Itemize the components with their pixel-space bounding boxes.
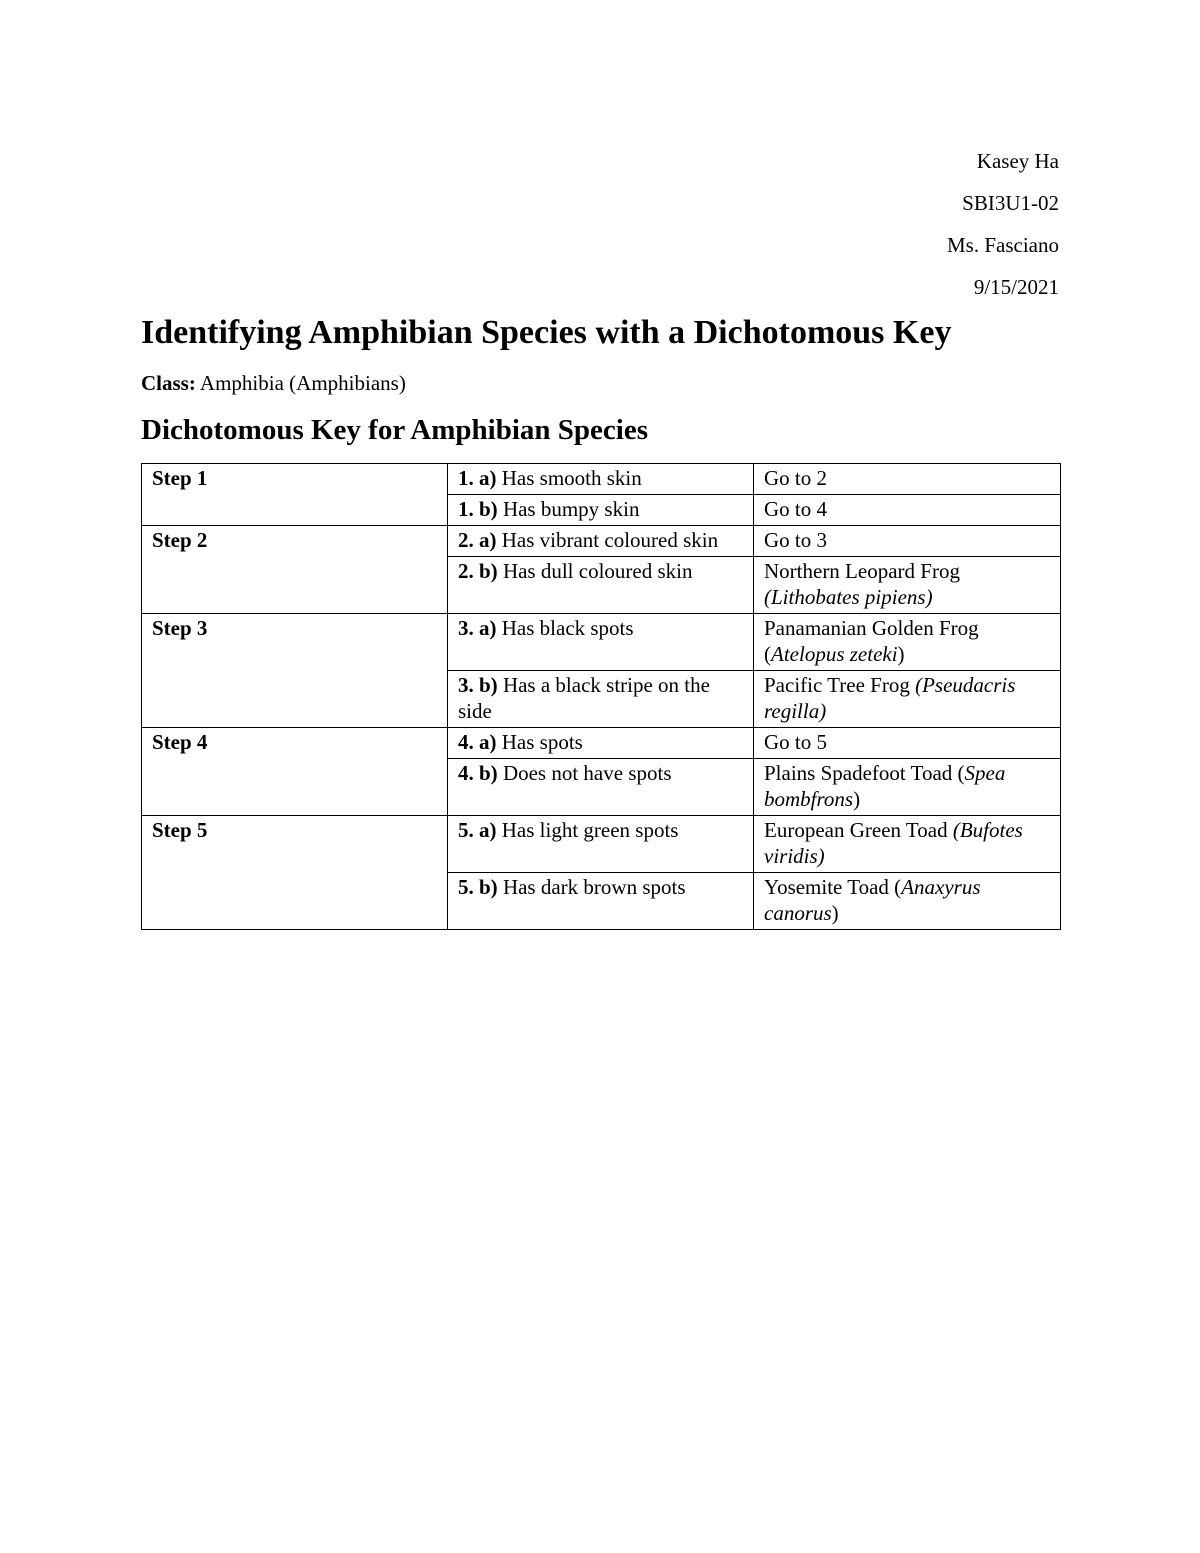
step-label: Step 2 bbox=[142, 526, 448, 614]
section-heading: Dichotomous Key for Amphibian Species bbox=[141, 414, 649, 446]
question-code: 1. b) bbox=[458, 497, 498, 521]
key-result bbox=[754, 759, 1061, 816]
class-label: Class: bbox=[141, 371, 196, 395]
key-question bbox=[448, 464, 754, 495]
step-label: Step 4 bbox=[142, 728, 448, 816]
key-question bbox=[448, 759, 754, 816]
course-code: SBI3U1-02 bbox=[962, 191, 1059, 215]
class-line bbox=[141, 368, 406, 398]
question-code: 4. a) bbox=[458, 730, 497, 754]
key-result: Go to 5 bbox=[754, 728, 1061, 759]
question-code: 5. a) bbox=[458, 818, 497, 842]
question-code: 4. b) bbox=[458, 761, 498, 785]
species-common-name: European Green Toad bbox=[764, 818, 948, 842]
question-text: Has dark brown spots bbox=[497, 875, 686, 899]
species-common-name: Yosemite Toad ( bbox=[764, 875, 902, 899]
key-question bbox=[448, 495, 754, 526]
question-text: Has bumpy skin bbox=[497, 497, 640, 521]
key-result: Go to 3 bbox=[754, 526, 1061, 557]
species-common-name: Pacific Tree Frog bbox=[764, 673, 910, 697]
species-scientific-name: (Lithobates pipiens) bbox=[764, 585, 933, 609]
question-code: 3. a) bbox=[458, 616, 497, 640]
question-text: Has smooth skin bbox=[496, 466, 642, 490]
question-text: Has vibrant coloured skin bbox=[496, 528, 719, 552]
page-title: Identifying Amphibian Species with a Dichotomous Key bbox=[141, 314, 952, 351]
species-scientific-name: (Pseudacris regilla) bbox=[764, 673, 1016, 723]
key-result bbox=[754, 614, 1061, 671]
key-result bbox=[754, 557, 1061, 614]
key-result: Go to 4 bbox=[754, 495, 1061, 526]
key-question bbox=[448, 526, 754, 557]
question-code: 1. a) bbox=[458, 466, 497, 490]
step-label: Step 5 bbox=[142, 816, 448, 930]
question-text: Has light green spots bbox=[496, 818, 679, 842]
paren-close: ) bbox=[853, 787, 861, 811]
key-question bbox=[448, 728, 754, 759]
step-label: Step 3 bbox=[142, 614, 448, 728]
table-row bbox=[142, 526, 1061, 557]
paren-open: ( bbox=[764, 642, 771, 666]
species-scientific-name: Anaxyrus canorus bbox=[764, 875, 981, 925]
species-scientific-name: (Bufotes viridis) bbox=[764, 818, 1023, 868]
question-text: Has spots bbox=[496, 730, 583, 754]
class-value: Amphibia (Amphibians) bbox=[195, 371, 406, 395]
table-row bbox=[142, 816, 1061, 873]
paren-close: ) bbox=[897, 642, 905, 666]
species-common-name: Plains Spadefoot Toad ( bbox=[764, 761, 965, 785]
question-text: Has black spots bbox=[496, 616, 634, 640]
question-code: 2. a) bbox=[458, 528, 497, 552]
key-question bbox=[448, 671, 754, 728]
key-question bbox=[448, 816, 754, 873]
question-code: 3. b) bbox=[458, 673, 498, 697]
table-row bbox=[142, 464, 1061, 495]
table-row bbox=[142, 728, 1061, 759]
question-code: 5. b) bbox=[458, 875, 498, 899]
key-result bbox=[754, 873, 1061, 930]
key-question bbox=[448, 614, 754, 671]
species-scientific-name: Spea bombfrons bbox=[764, 761, 1006, 811]
table-row bbox=[142, 614, 1061, 671]
student-header bbox=[947, 140, 1059, 308]
step-label: Step 1 bbox=[142, 464, 448, 526]
key-result: Go to 2 bbox=[754, 464, 1061, 495]
dichotomous-key-table bbox=[141, 463, 1061, 930]
species-common-name: Panamanian Golden Frog bbox=[764, 616, 979, 640]
key-question bbox=[448, 557, 754, 614]
date: 9/15/2021 bbox=[973, 275, 1059, 299]
species-scientific-name: Atelopus zeteki bbox=[771, 642, 898, 666]
paren-close: ) bbox=[831, 901, 839, 925]
question-text: Has dull coloured skin bbox=[497, 559, 693, 583]
question-text: Does not have spots bbox=[497, 761, 672, 785]
question-text: Has a black stripe on the side bbox=[458, 673, 710, 723]
question-code: 2. b) bbox=[458, 559, 498, 583]
key-result bbox=[754, 671, 1061, 728]
species-common-name: Northern Leopard Frog bbox=[764, 559, 960, 583]
student-name: Kasey Ha bbox=[976, 149, 1059, 173]
teacher-name: Ms. Fasciano bbox=[947, 233, 1059, 257]
key-question bbox=[448, 873, 754, 930]
key-result bbox=[754, 816, 1061, 873]
